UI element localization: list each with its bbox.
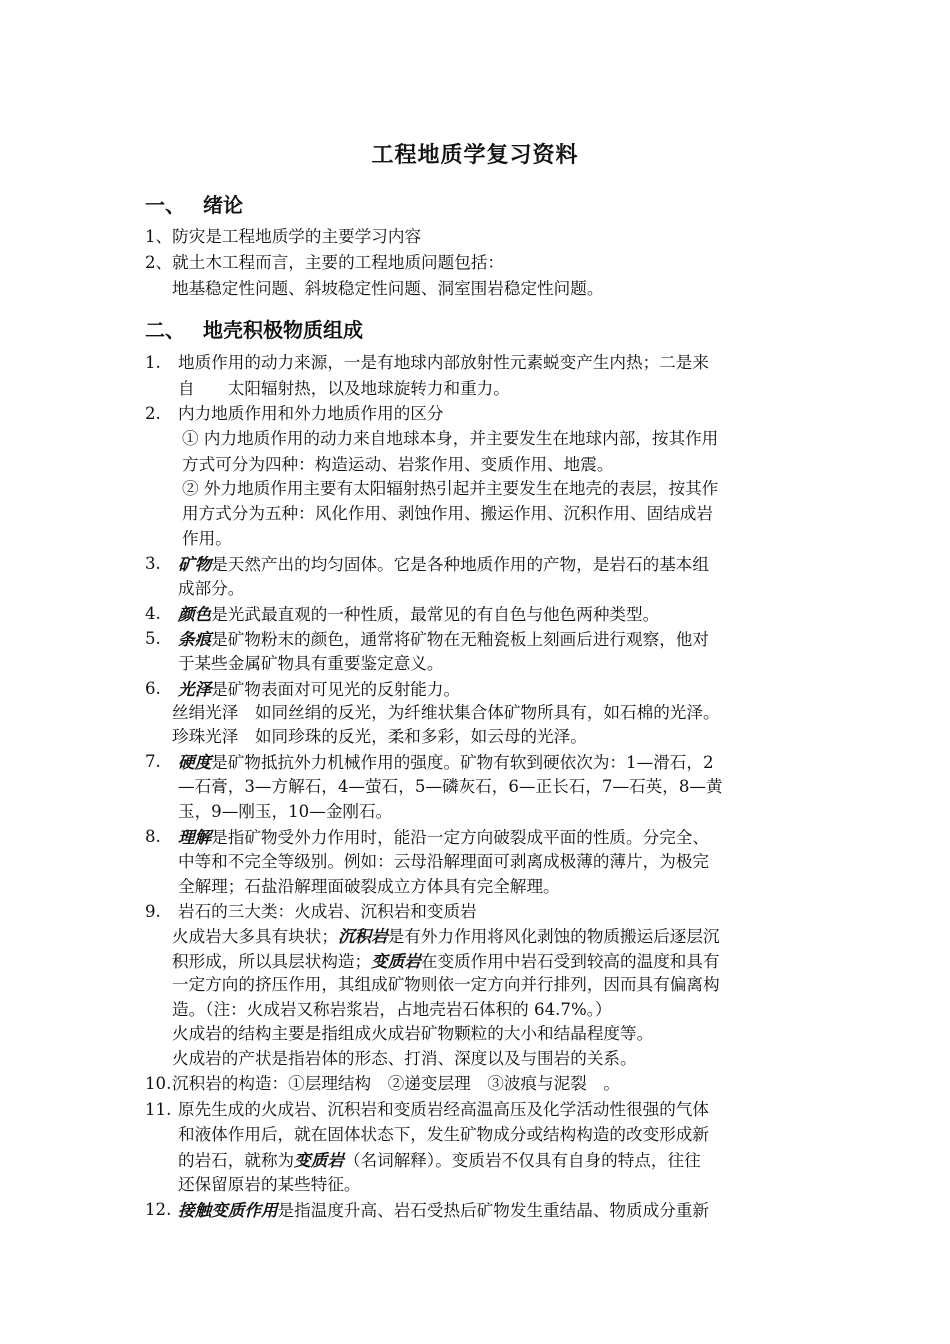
list-item-line: 的岩石，就称为变质岩（名词解释）。变质岩不仅具有自身的特点，往往	[178, 1150, 701, 1170]
list-item-line: 用方式分为五种：风化作用、剥蚀作用、搬运作用、沉积作用、固结成岩	[182, 504, 713, 523]
list-item-line: 沉积岩的构造：①层理结构 ②递变层理 ③波痕与泥裂 。	[172, 1074, 621, 1093]
list-number: 4.	[145, 604, 161, 623]
list-number: 2.	[145, 404, 161, 423]
list-item-line: 造。（注：火成岩又称岩浆岩，占地壳岩石体积的 64.7%。）	[172, 1000, 612, 1019]
list-item-line: 珍珠光泽 如同珍珠的反光，柔和多彩，如云母的光泽。	[172, 727, 587, 746]
section-number: 二、	[145, 318, 185, 342]
list-item-line: 火成岩的产状是指岩体的形态、打消、深度以及与围岩的关系。	[172, 1049, 637, 1068]
list-item-line: 自 太阳辐射热，以及地球旋转力和重力。	[178, 379, 510, 398]
list-number: 5.	[145, 629, 161, 648]
document-title: 工程地质学复习资料	[371, 142, 579, 168]
list-item-line: 玉，9—刚玉，10—金刚石。	[178, 802, 393, 821]
list-item-line: 硬度是矿物抵抗外力机械作用的强度。矿物有软到硬依次为：1—滑石，2	[178, 752, 714, 772]
term-bold: 颜色	[178, 604, 212, 624]
list-item-line: 火成岩大多具有块状；沉积岩是有外力作用将风化剥蚀的物质搬运后逐层沉	[172, 926, 720, 946]
section-title: 绪论	[203, 193, 243, 217]
section-number: 一、	[145, 193, 185, 217]
term-bold: 理解	[178, 827, 212, 847]
list-item-line: 原先生成的火成岩、沉积岩和变质岩经高温高压及化学活动性很强的气体	[178, 1100, 709, 1119]
paragraph-line: 1、防灾是工程地质学的主要学习内容	[145, 227, 422, 246]
list-item-line: 光泽是矿物表面对可见光的反射能力。	[178, 679, 461, 699]
list-item-line: 火成岩的结构主要是指组成火成岩矿物颗粒的大小和结晶程度等。	[172, 1024, 654, 1043]
list-item-line: 地质作用的动力来源，一是有地球内部放射性元素蜕变产生内热；二是来	[178, 353, 709, 372]
list-item-line: 于某些金属矿物具有重要鉴定意义。	[178, 654, 444, 673]
list-item-line: 一定方向的挤压作用，其组成矿物则依一定方向并行排列，因而具有偏离构	[172, 975, 720, 994]
term-bold: 沉积岩	[337, 926, 388, 946]
list-item-line: —石膏，3—方解石，4—萤石，5—磷灰石，6—正长石，7—石英，8—黄	[178, 777, 723, 796]
list-number: 12.	[145, 1200, 172, 1219]
list-item-line: 全解理；石盐沿解理面破裂成立方体具有完全解理。	[178, 877, 560, 896]
list-item-line: ① 内力地质作用的动力来自地球本身，并主要发生在地球内部，按其作用	[182, 429, 719, 448]
term-bold: 光泽	[178, 679, 212, 699]
list-item-line: 方式可分为四种：构造运动、岩浆作用、变质作用、地震。	[182, 455, 614, 474]
list-item-line: 接触变质作用是指温度升高、岩石受热后矿物发生重结晶、物质成分重新	[178, 1200, 709, 1220]
list-number: 6.	[145, 679, 161, 698]
list-item-line: 条痕是矿物粉末的颜色，通常将矿物在无釉瓷板上刻画后进行观察，他对	[178, 629, 709, 649]
list-item-line: 岩石的三大类：火成岩、沉积岩和变质岩	[178, 902, 477, 921]
list-number: 3.	[145, 554, 161, 573]
list-item-line: 内力地质作用和外力地质作用的区分	[178, 404, 444, 423]
list-item-line: 和液体作用后，就在固体状态下，发生矿物成分或结构构造的改变形成新	[178, 1125, 709, 1144]
section-heading-1	[145, 189, 243, 218]
list-number: 1.	[145, 353, 161, 372]
list-item-line: 丝绢光泽 如同丝绢的反光，为纤维状集合体矿物所具有，如石棉的光泽。	[172, 703, 720, 722]
term-bold: 矿物	[178, 554, 212, 574]
list-number: 11.	[145, 1100, 172, 1119]
list-item-line: 还保留原岩的某些特征。	[178, 1175, 361, 1194]
list-item-line: 矿物是天然产出的均匀固体。它是各种地质作用的产物，是岩石的基本组	[178, 554, 709, 574]
list-item-line: ② 外力地质作用主要有太阳辐射热引起并主要发生在地壳的表层，按其作	[182, 479, 719, 498]
section-title: 地壳积极物质组成	[203, 318, 363, 342]
paragraph-line: 地基稳定性问题、斜坡稳定性问题、洞室围岩稳定性问题。	[172, 279, 604, 298]
list-number: 7.	[145, 752, 161, 771]
term-bold: 接触变质作用	[178, 1200, 278, 1220]
term-bold: 变质岩	[294, 1150, 344, 1170]
term-bold: 变质岩	[371, 951, 421, 971]
list-item-line: 颜色是光武最直观的一种性质，最常见的有自色与他色两种类型。	[178, 604, 660, 624]
list-number: 10.	[145, 1074, 172, 1093]
section-heading-2	[145, 314, 363, 343]
list-item-line: 成部分。	[178, 579, 245, 598]
list-item-line: 作用。	[182, 529, 232, 548]
list-item-line: 理解是指矿物受外力作用时，能沿一定方向破裂成平面的性质。分完全、	[178, 827, 709, 847]
list-number: 9.	[145, 902, 161, 921]
term-bold: 条痕	[178, 629, 212, 649]
list-number: 8.	[145, 827, 161, 846]
term-bold: 硬度	[178, 752, 212, 772]
paragraph-line: 2、就土木工程而言，主要的工程地质问题包括：	[145, 253, 505, 272]
list-item-line: 积形成，所以具层状构造；变质岩在变质作用中岩石受到较高的温度和具有	[172, 951, 720, 971]
list-item-line: 中等和不完全等级别。例如：云母沿解理面可剥离成极薄的薄片，为极完	[178, 852, 709, 871]
